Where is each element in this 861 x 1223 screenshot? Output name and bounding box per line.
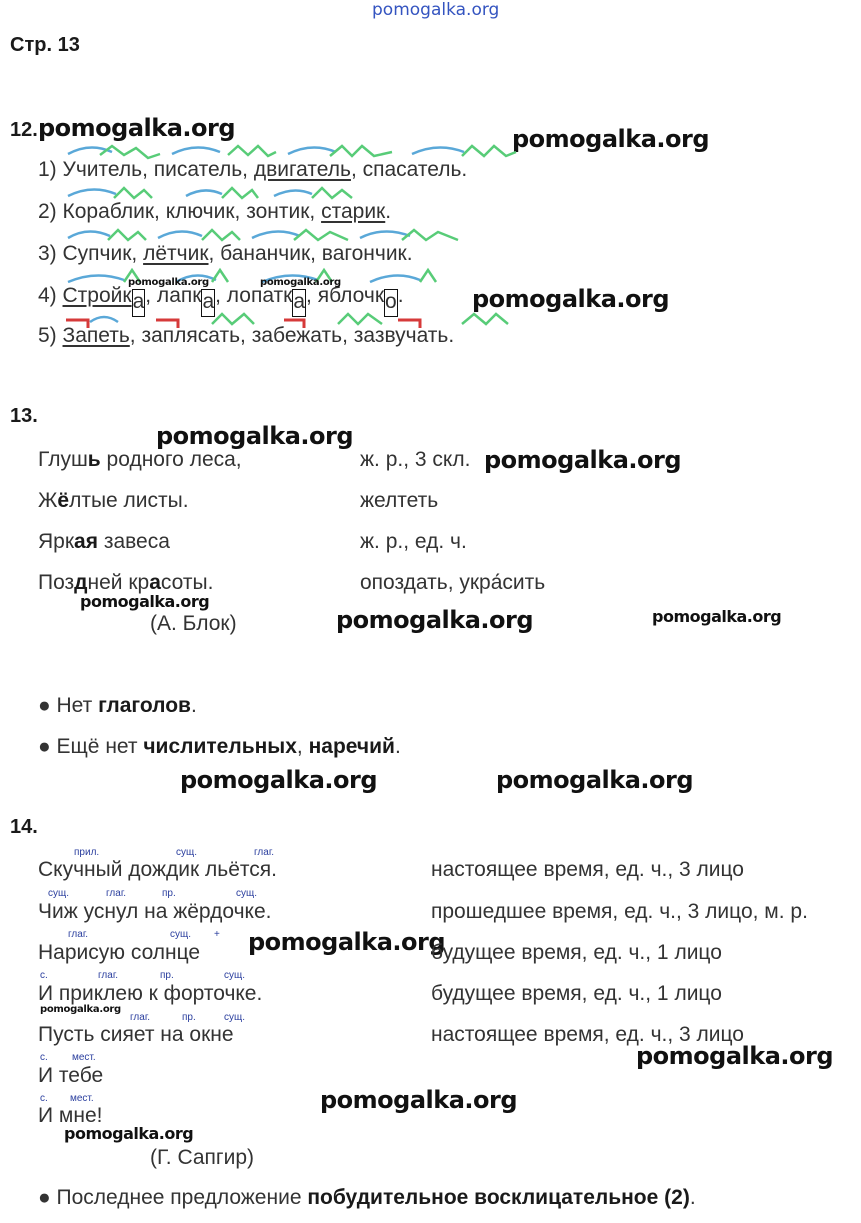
ex14-author: (Г. Сапгир) bbox=[150, 1146, 254, 1169]
bold-text: глаголов bbox=[98, 694, 191, 717]
ex13-row-2-left bbox=[38, 489, 189, 513]
ex12-line-3 bbox=[38, 242, 413, 266]
exercise-12-number: 12. bbox=[10, 119, 38, 141]
underlined-word: Стройк bbox=[62, 284, 132, 307]
ex14-line-5: Пусть сияет на окне bbox=[38, 1023, 234, 1046]
ex12-line-2 bbox=[38, 200, 391, 224]
pos-label: пр. bbox=[182, 1012, 196, 1023]
pos-label: с. bbox=[40, 1052, 48, 1063]
ex13-bullet-1 bbox=[38, 694, 197, 718]
text: Поз bbox=[38, 571, 75, 594]
line-number: 3) bbox=[38, 242, 63, 265]
pos-label: сущ. bbox=[236, 888, 258, 899]
pos-label: глаг. bbox=[254, 847, 275, 858]
text: , лопатк bbox=[215, 284, 293, 307]
text: соты. bbox=[160, 571, 214, 594]
text: , заплясать, забежать, зазвучать. bbox=[129, 324, 455, 347]
ex12-line-1 bbox=[38, 158, 467, 182]
text: , bbox=[296, 735, 309, 758]
bold-letter: ь bbox=[87, 448, 101, 471]
watermark: pomogalka.org bbox=[336, 606, 534, 634]
text: , бананчик, вагончик. bbox=[208, 242, 413, 265]
watermark-top: pomogalka.org bbox=[372, 0, 500, 20]
pos-label: глаг. bbox=[98, 970, 119, 981]
exercise-14-number: 14. bbox=[10, 816, 38, 838]
pos-label: мест. bbox=[70, 1093, 94, 1104]
ex14-line-4: И приклею к форточке. bbox=[38, 982, 263, 1005]
watermark: pomogalka.org bbox=[512, 125, 710, 153]
line-number: 1) bbox=[38, 158, 63, 181]
ending-box: а bbox=[201, 289, 215, 317]
watermark: pomogalka.org bbox=[636, 1042, 834, 1070]
pos-label: + bbox=[214, 929, 220, 940]
ex14-line-2: Чиж уснул на жёрдочке. bbox=[38, 900, 272, 923]
text: завеса bbox=[97, 530, 170, 553]
ex14-info-1: настоящее время, ед. ч., 3 лицо bbox=[431, 858, 744, 881]
ex13-row-3-right: ж. р., ед. ч. bbox=[360, 530, 467, 553]
pos-label: сущ. bbox=[224, 970, 246, 981]
text: Глуш bbox=[38, 448, 88, 471]
text: . bbox=[689, 1186, 696, 1209]
ex12-line-5 bbox=[38, 324, 454, 348]
ex14-line-3: Нарисую солнце bbox=[38, 941, 201, 964]
page-title: Стр. 13 bbox=[10, 34, 80, 56]
pos-label: пр. bbox=[160, 970, 174, 981]
ex14-info-5: настоящее время, ед. ч., 3 лицо bbox=[431, 1023, 744, 1046]
bold-text: числительных bbox=[143, 735, 297, 758]
bold-letter: ё bbox=[57, 489, 70, 512]
bold-letter: д bbox=[74, 571, 88, 594]
text: , лапк bbox=[145, 284, 202, 307]
text: , яблочк bbox=[306, 284, 385, 307]
underlined-word: лётчик bbox=[143, 242, 209, 265]
text: Ярк bbox=[38, 530, 75, 553]
ex14-info-4: будущее время, ед. ч., 1 лицо bbox=[431, 982, 722, 1005]
watermark: pomogalka.org bbox=[484, 446, 682, 474]
text: лтые листы. bbox=[69, 489, 189, 512]
text: ● Нет bbox=[38, 694, 99, 717]
ex14-info-3: будущее время, ед. ч., 1 лицо bbox=[431, 941, 722, 964]
watermark: pomogalka.org bbox=[260, 277, 341, 288]
text: ● Ещё нет bbox=[38, 735, 144, 758]
pos-label: с. bbox=[40, 1093, 48, 1104]
ex13-author: (А. Блок) bbox=[150, 612, 237, 635]
pos-label: сущ. bbox=[170, 929, 192, 940]
underlined-word: Запеть bbox=[62, 324, 130, 347]
ex13-row-4-right: опоздать, укра́сить bbox=[360, 571, 546, 594]
text: Супчик, bbox=[62, 242, 144, 265]
pos-label: мест. bbox=[72, 1052, 96, 1063]
line-number: 2) bbox=[38, 200, 63, 223]
bold-text: побудительное восклицательное (2) bbox=[307, 1186, 690, 1209]
exercise-13-number: 13. bbox=[10, 405, 38, 427]
watermark: pomogalka.org bbox=[156, 422, 354, 450]
text: Кораблик, ключик, зонтик, bbox=[62, 200, 322, 223]
bold-letter: а bbox=[149, 571, 161, 594]
pos-label: глаг. bbox=[68, 929, 89, 940]
ex13-row-1-right: ж. р., 3 скл. bbox=[360, 448, 471, 471]
watermark: pomogalka.org bbox=[38, 114, 236, 142]
text: . bbox=[190, 694, 197, 717]
ex13-bullet-2 bbox=[38, 735, 401, 759]
underlined-word: старик bbox=[321, 200, 386, 223]
watermark: pomogalka.org bbox=[128, 277, 209, 288]
pos-label: глаг. bbox=[106, 888, 127, 899]
line-number: 4) bbox=[38, 284, 63, 307]
ex13-row-3-left bbox=[38, 530, 170, 554]
watermark: pomogalka.org bbox=[40, 1004, 121, 1015]
watermark: pomogalka.org bbox=[80, 592, 210, 611]
pos-label: сущ. bbox=[176, 847, 198, 858]
text: ней кр bbox=[87, 571, 150, 594]
text: Ж bbox=[38, 489, 58, 512]
pos-label: с. bbox=[40, 970, 48, 981]
pos-label: пр. bbox=[162, 888, 176, 899]
ex14-line-1: Скучный дождик льётся. bbox=[38, 858, 277, 881]
ex12-line-4 bbox=[38, 284, 404, 317]
text: . bbox=[397, 284, 404, 307]
watermark: pomogalka.org bbox=[496, 766, 694, 794]
text: , спасатель. bbox=[350, 158, 468, 181]
text: . bbox=[385, 200, 392, 223]
watermark: pomogalka.org bbox=[248, 928, 446, 956]
watermark: pomogalka.org bbox=[64, 1124, 194, 1143]
bold-text: наречий bbox=[308, 735, 395, 758]
watermark: pomogalka.org bbox=[652, 607, 782, 626]
line-number: 5) bbox=[38, 324, 63, 347]
ex14-final-note bbox=[38, 1186, 696, 1210]
watermark: pomogalka.org bbox=[472, 285, 670, 313]
ex13-row-2-right: желтеть bbox=[360, 489, 439, 512]
text: ● Последнее предложение bbox=[38, 1186, 308, 1209]
watermark: pomogalka.org bbox=[320, 1086, 518, 1114]
text: . bbox=[394, 735, 401, 758]
bold-letter: ая bbox=[74, 530, 98, 553]
ex14-line-6: И тебе bbox=[38, 1064, 104, 1087]
ex13-row-1-left bbox=[38, 448, 242, 472]
ending-box: а bbox=[292, 289, 306, 317]
text: родного леса, bbox=[100, 448, 242, 471]
watermark: pomogalka.org bbox=[180, 766, 378, 794]
pos-label: сущ. bbox=[48, 888, 70, 899]
pos-label: глаг. bbox=[130, 1012, 151, 1023]
pos-label: прил. bbox=[74, 847, 100, 858]
ending-box: а bbox=[132, 289, 146, 317]
ex14-line-7: И мне! bbox=[38, 1104, 103, 1127]
pos-label: сущ. bbox=[224, 1012, 246, 1023]
ending-box: о bbox=[384, 289, 398, 317]
text: Учитель, писатель, bbox=[62, 158, 254, 181]
ex14-info-2: прошедшее время, ед. ч., 3 лицо, м. р. bbox=[431, 900, 808, 923]
underlined-word: двигатель bbox=[253, 158, 351, 181]
